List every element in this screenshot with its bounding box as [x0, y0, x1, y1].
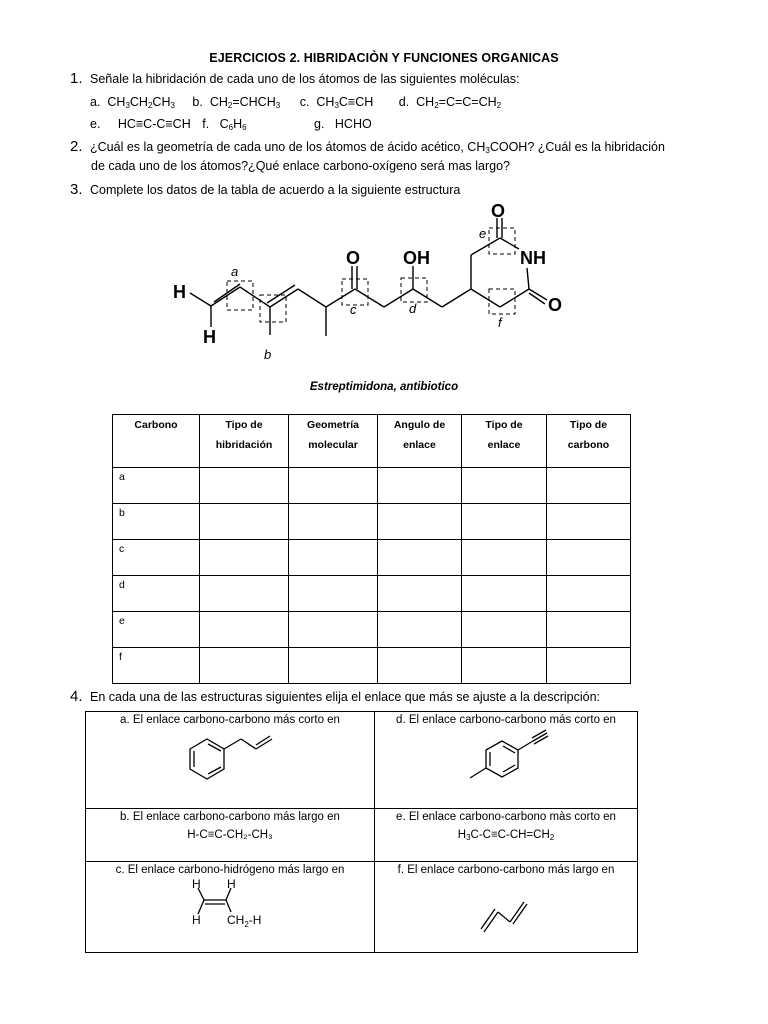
allylbenzene-structure [170, 728, 290, 788]
cell-a [86, 712, 375, 809]
answer-cell[interactable] [547, 648, 631, 684]
cell-f-text: f. El enlace carbono-carbono más largo en [397, 864, 615, 876]
answer-cell[interactable] [289, 576, 378, 612]
answer-cell[interactable] [200, 576, 289, 612]
answer-cell[interactable] [462, 468, 547, 504]
answer-cell[interactable] [289, 648, 378, 684]
answer-cell[interactable] [378, 504, 462, 540]
answer-cell[interactable] [378, 468, 462, 504]
item-c: c. $CH_3C\equiv CH$ [299, 95, 374, 110]
header-hibridacion: Tipo de hibridación [200, 415, 289, 468]
item-a: a. $CH_3CH_2CH_3$ [90, 95, 175, 110]
answer-cell[interactable] [378, 612, 462, 648]
answer-cell[interactable] [289, 504, 378, 540]
row-label: d [113, 576, 200, 612]
cell-c-text: c. El enlace carbono-hidrógeno más largo en [115, 864, 345, 876]
question-text: Señale la hibridación de cada uno de los átomos de las siguientes moléculas: [90, 72, 520, 86]
question-text: Complete los datos de la tabla de acuerdo a la siguiente estructura [90, 183, 461, 197]
answer-cell[interactable] [200, 468, 289, 504]
question-number: 2. [70, 138, 83, 155]
answer-cell[interactable] [462, 504, 547, 540]
table-header-row [113, 415, 631, 468]
item-b: b. $CH_2=CHCH_3$ [192, 95, 281, 110]
item-d: d. $CH_2=C=C=CH_2$ [398, 95, 502, 110]
table-row [113, 576, 631, 612]
atom-h-1: H [173, 282, 186, 302]
answer-cell[interactable] [547, 612, 631, 648]
answer-cell[interactable] [378, 540, 462, 576]
label-b: b [264, 347, 272, 362]
answer-cell[interactable] [462, 576, 547, 612]
h-bottom-left: H [192, 913, 201, 927]
label-d: d [409, 301, 417, 316]
cell-b-text: b. El enlace carbono-carbono más largo en [120, 811, 340, 823]
data-table [112, 414, 631, 684]
page-title: EJERCICIOS 2. HIBRIDACIÒN Y FUNCIONES ORGANICAS [209, 51, 559, 65]
cell-d [375, 712, 638, 809]
row-label: b [113, 504, 200, 540]
answer-cell[interactable] [547, 540, 631, 576]
cell-a-text: a. El enlace carbono-carbono más corto en [120, 714, 340, 726]
header-geometria: Geometría molecular [289, 415, 378, 468]
table-row [113, 540, 631, 576]
item-e: e. HC≡C-C≡CH [90, 117, 191, 131]
question-2-line-2: de cada uno de los átomos?¿Qué enlace carbono-oxígeno será mas largo? [91, 159, 511, 173]
skeleton-bonds [190, 218, 547, 336]
box-f [489, 289, 515, 314]
label-a: a [231, 264, 239, 279]
atom-o-ring-top: O [491, 201, 506, 221]
streptimidone-structure [0, 0, 768, 380]
answer-cell[interactable] [462, 540, 547, 576]
question-number: 4. [70, 688, 83, 705]
answer-cell[interactable] [462, 612, 547, 648]
ethynyltoluene-structure [446, 728, 566, 788]
answer-cell[interactable] [378, 648, 462, 684]
answer-cell[interactable] [547, 576, 631, 612]
item-g: g. HCHO [314, 117, 372, 131]
atom-o-ring-right: O [548, 295, 563, 315]
label-f: f [498, 315, 502, 330]
cell-e-text: e. El enlace carbono-carbono màs corto en [396, 811, 616, 823]
atom-nh: NH [520, 248, 546, 268]
answer-cell[interactable] [200, 648, 289, 684]
row-label: a [113, 468, 200, 504]
answer-cell[interactable] [200, 612, 289, 648]
answer-cell[interactable] [378, 576, 462, 612]
table-row [113, 504, 631, 540]
row-label: e [113, 612, 200, 648]
answer-cell[interactable] [289, 468, 378, 504]
question-text: En cada una de las estructuras siguientes elija el enlace que más se ajuste a la descripción: [90, 690, 601, 704]
item-f: f. $C_6H_6$ [202, 117, 247, 132]
header-angulo: Angulo de enlace [378, 415, 462, 468]
cell-e [375, 809, 638, 862]
bond-table [85, 711, 638, 953]
answer-cell[interactable] [289, 540, 378, 576]
ch2-group: $CH_2-H$ [227, 913, 262, 929]
structure-caption: Estreptimidona, antibiotico [309, 381, 459, 393]
atom-oh: OH [403, 248, 430, 268]
cell-e-formula: $H_3C-C\equiv C-CH=CH_2$ [457, 829, 555, 842]
label-e: e [479, 226, 487, 241]
h-top-right: H [227, 877, 236, 891]
butadiene-structure [446, 876, 566, 938]
question-4 [70, 688, 600, 705]
header-tipo-carbono: Tipo de carbono [547, 415, 631, 468]
question-text: ¿Cuál es la geometría de cada uno de los átomos de ácido acético, $CH_3COOH$? ¿Cuál es la hibridación [90, 140, 665, 155]
box-a [227, 281, 253, 310]
table-row [113, 468, 631, 504]
header-carbono: Carbono [113, 415, 200, 468]
answer-cell[interactable] [547, 504, 631, 540]
table-row [113, 612, 631, 648]
answer-cell[interactable] [289, 612, 378, 648]
table-row [113, 648, 631, 684]
header-tipo-enlace: Tipo de enlace [462, 415, 547, 468]
label-c: c [350, 302, 357, 317]
answer-cell[interactable] [200, 540, 289, 576]
question-number: 3. [70, 181, 83, 198]
cell-d-text: d. El enlace carbono-carbono más corto en [396, 714, 616, 726]
answer-cell[interactable] [200, 504, 289, 540]
cell-b-formula: H-C≡C-CH₂-CH₃ [187, 829, 273, 841]
question-number: 1. [70, 70, 83, 87]
atom-o-ketone: O [346, 248, 361, 268]
row-label: c [113, 540, 200, 576]
answer-cell[interactable] [547, 468, 631, 504]
cell-c [86, 862, 375, 953]
cell-b [86, 809, 375, 862]
propene-structure [170, 876, 290, 938]
atom-h-2: H [203, 327, 216, 347]
row-label: f [113, 648, 200, 684]
answer-cell[interactable] [462, 648, 547, 684]
h-top-left: H [192, 877, 201, 891]
cell-f [375, 862, 638, 953]
